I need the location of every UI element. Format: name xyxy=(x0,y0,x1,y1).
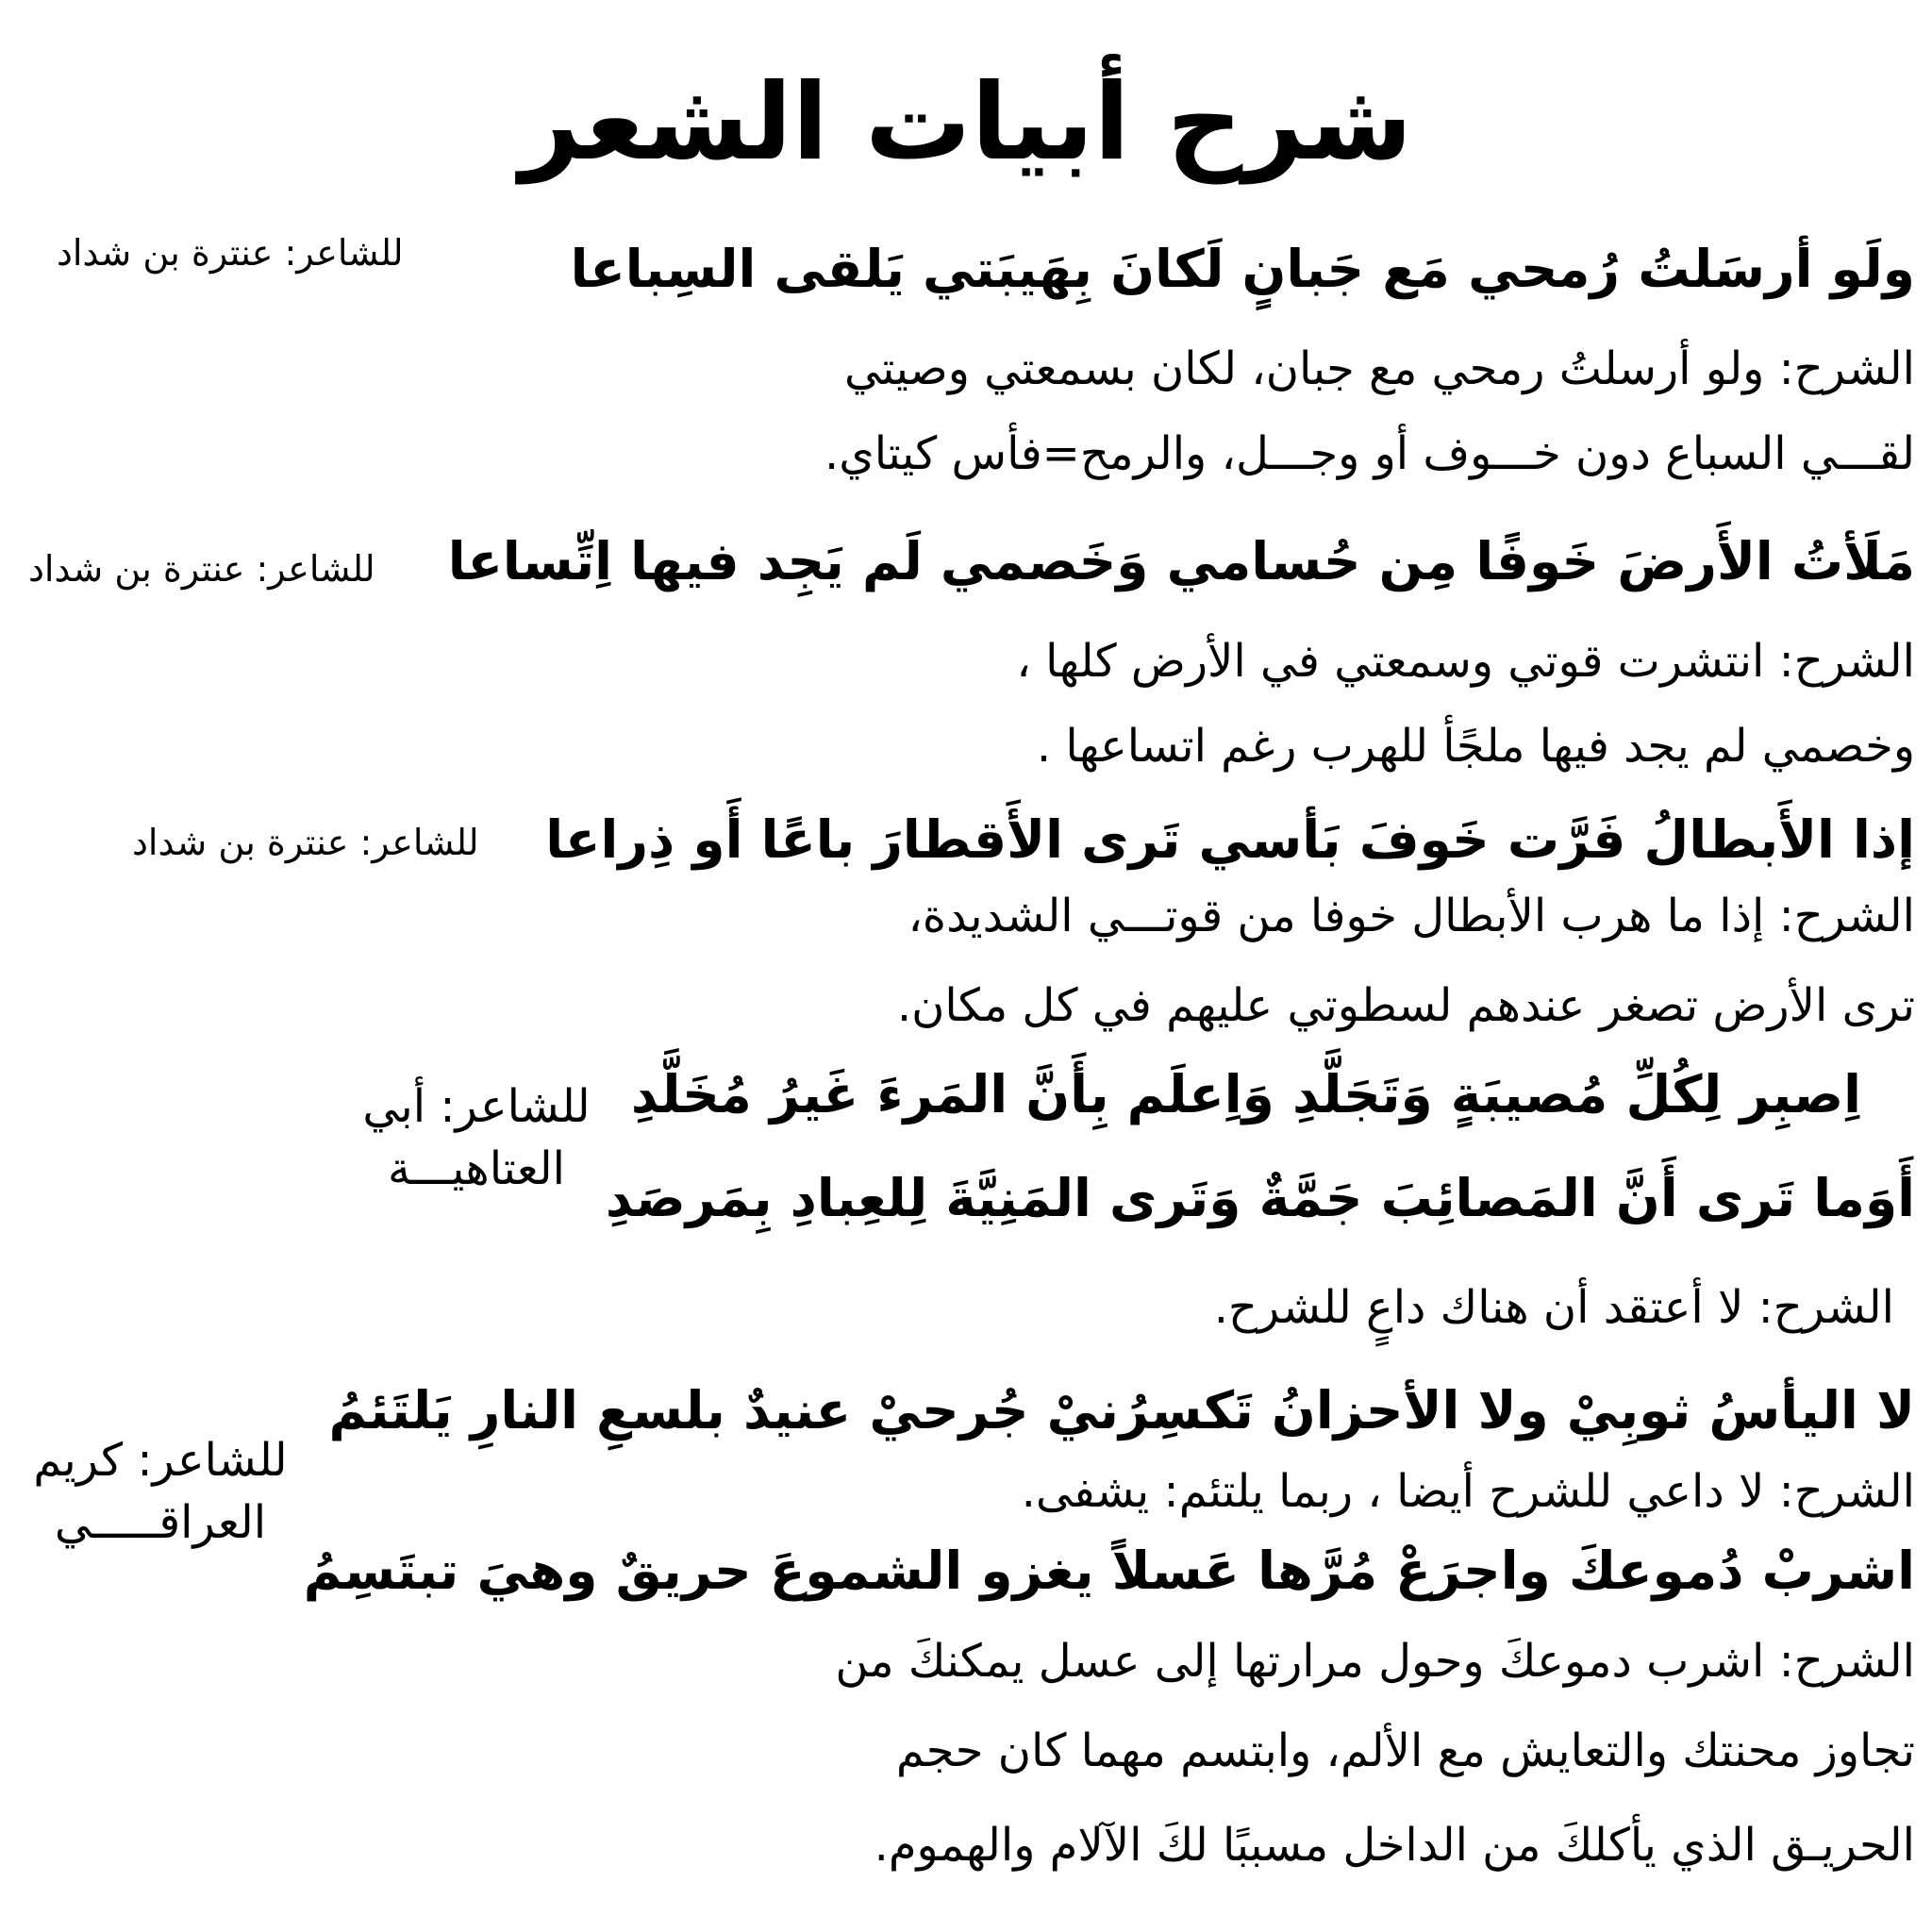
explanation-line: الشرح: اشرب دموعكَ وحول مرارتها إلى عسل يمكنكَ من xyxy=(835,1635,1915,1688)
poet-credit xyxy=(9,1429,311,1554)
explanation-line: الشرح: لا أعتقد أن هناك داعٍ للشرح. xyxy=(1213,1281,1894,1334)
explanation-line: ترى الأرض تصغر عندهم لسطوتي عليهم في كل مكان. xyxy=(896,979,1915,1032)
explanation-line: الشرح: انتشرت قوتي وسمعتي في الأرض كلها ، xyxy=(1016,635,1915,688)
verse-line: اشربْ دُموعكَ واجرَعْ مُرَّها عَسلاً يغزو الشموعَ حريقٌ وهيَ تبتَسِمُ xyxy=(303,1541,1915,1601)
poet-credit-line: للشاعر: كريم xyxy=(33,1434,288,1487)
explanation-line: الحريـق الذي يأكلكَ من الداخل مسببًا لكَ الآلام والهموم. xyxy=(874,1819,1915,1872)
explanation-line: الشرح: لا داعي للشرح أيضا ، ربما يلتئم: يشفى. xyxy=(1021,1465,1915,1518)
verse-line: اِصبِر لِكُلِّ مُصيبَةٍ وَتَجَلَّدِ وَاِعلَم بِأَنَّ المَرءَ غَيرُ مُخَلَّدِ xyxy=(630,1064,1861,1124)
verse-line: مَلَأتُ الأَرضَ خَوفًا مِن حُسامي وَخَصمي لَم يَجِد فيها اِتِّساعا xyxy=(447,531,1915,591)
explanation-line: الشرح: ولو أرسلتُ رمحي مع جبان، لكان بسمعتي وصيتي xyxy=(843,342,1915,395)
explanation-line: الشرح: إذا ما هرب الأبطال خوفا من قوتـــي الشديدة، xyxy=(908,890,1915,942)
verse-line: ولَو أرسَلتُ رُمحي مَع جَبانٍ لَكانَ بِهَيبَتي يَلقى السِباعا xyxy=(570,239,1915,299)
poet-credit xyxy=(321,1075,632,1200)
explanation-line: لقـــي السباع دون خـــوف أو وجـــل، والرمح=فأس كيتاي. xyxy=(824,427,1915,480)
verse-line: إذا الأَبطالُ فَرَّت خَوفَ بَأسي تَرى الأَقطارَ باعًا أَو ذِراعا xyxy=(545,809,1915,870)
page-title: شرح أبيات الشعر xyxy=(519,61,1413,184)
explanation-line: وخصمي لم يجد فيها ملجًأ للهرب رغم اتساعها . xyxy=(1036,720,1915,773)
poet-credit-line: العراقـــــي xyxy=(54,1496,267,1549)
poet-credit: للشاعر: عنترة بن شداد xyxy=(28,548,375,590)
poet-credit: للشاعر: عنترة بن شداد xyxy=(57,232,404,274)
verse-line: أَوَما تَرى أَنَّ المَصائِبَ جَمَّةٌ وَتَرى المَنِيَّةَ لِلعِبادِ بِمَرصَدِ xyxy=(605,1168,1915,1228)
explanation-line: تجاوز محنتك والتعايش مع الألم، وابتسم مهما كان حجم xyxy=(895,1724,1915,1777)
poet-credit: للشاعر: عنترة بن شداد xyxy=(132,822,479,863)
verse-line: لا اليأسُ ثوبِيْ ولا الأحزانُ تَكسِرُنيْ جُرحيْ عنيدٌ بلسعِ النارِ يَلتَئمُ xyxy=(328,1380,1915,1441)
poet-credit-line: للشاعر: أبي xyxy=(362,1080,591,1133)
poet-credit-line: العتاهيـــة xyxy=(388,1142,565,1195)
